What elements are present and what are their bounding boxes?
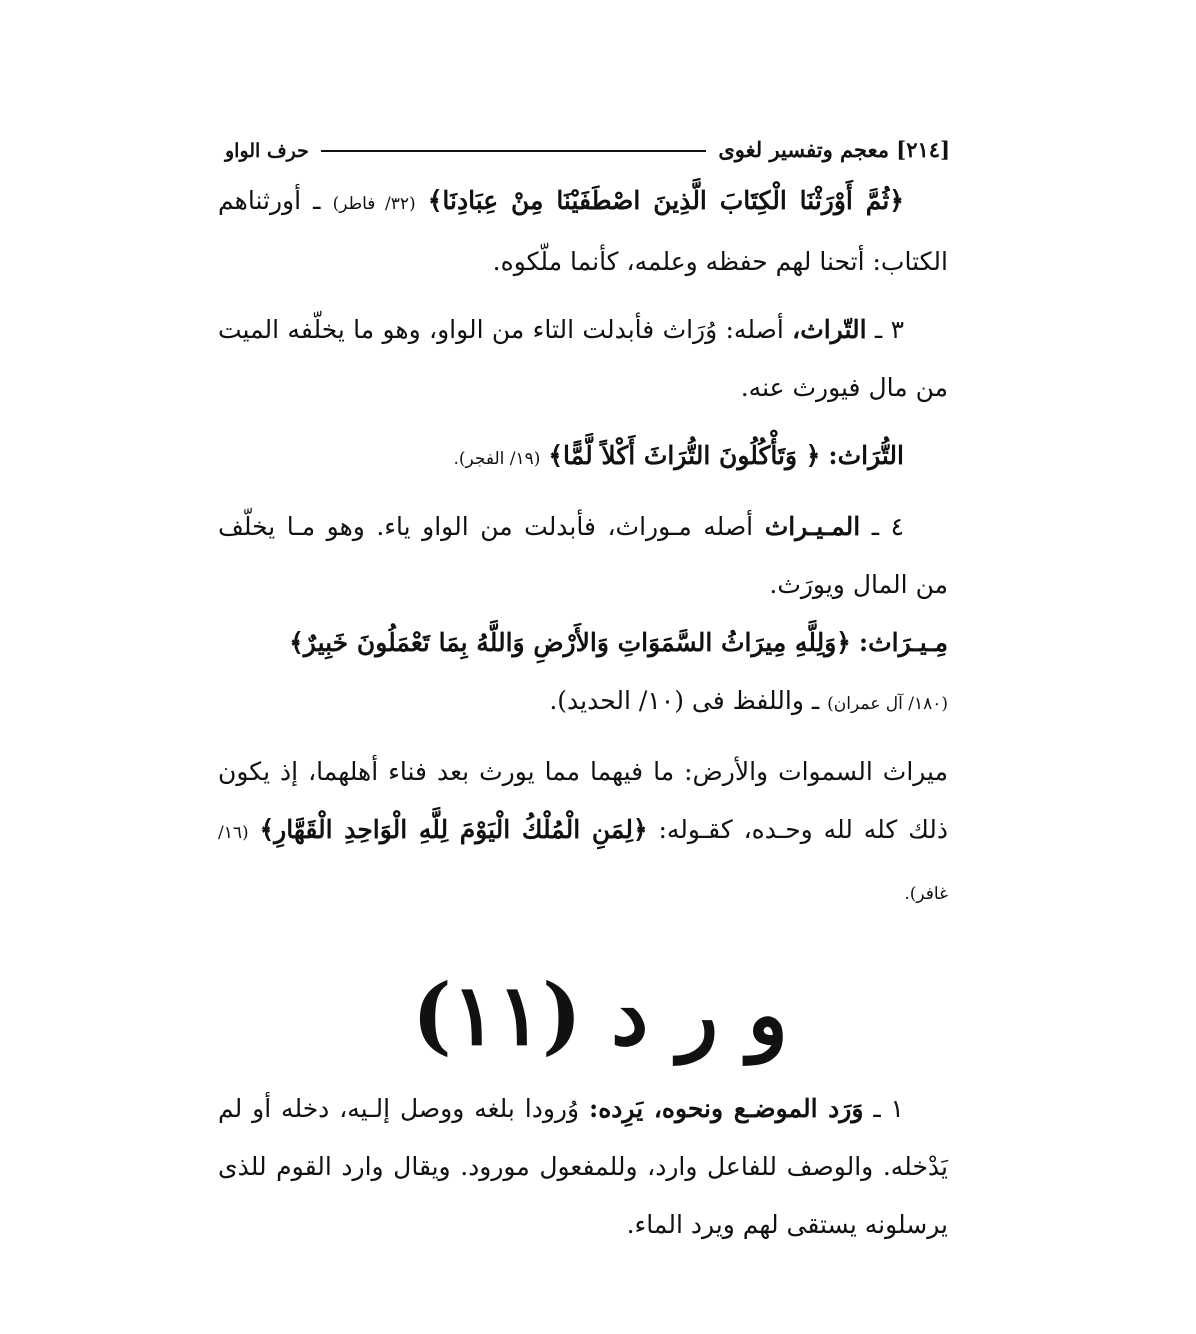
item-number: ٤ ـ <box>871 512 905 541</box>
paragraph-6 <box>218 743 948 923</box>
paragraph-text: ـ أورثناهم الكتاب: أتحنا لهم حفظه وعلمه، كأنما ملّكوه. <box>218 186 948 276</box>
item-number: ٣ ـ <box>874 315 904 344</box>
paragraph-3 <box>218 427 948 488</box>
paragraph-5 <box>218 614 948 733</box>
entry-text <box>218 1080 948 1254</box>
entry-paragraph-1 <box>218 1080 948 1254</box>
verse-reference: (١٩/ الفجر). <box>453 449 541 469</box>
paragraph-text: أصله: وُرَاث فأبدلت التاء من الواو، وهو ما يخلّفه الميت من مال فيورث عنه. <box>218 315 948 402</box>
verse-reference: (٣٢/ فاطر) <box>332 194 416 214</box>
paragraph-1 <box>218 172 948 291</box>
paragraph-text: ميراث السموات والأرض: ما فيهما مما يورث بعد فناء أهلهما، إذ يكون ذلك كله لله وحـده، كقـوله: <box>218 757 949 844</box>
header-rule <box>321 150 706 152</box>
page-header <box>225 122 950 162</box>
section-title: حرف الواو <box>225 140 309 162</box>
paragraph-2 <box>218 301 948 417</box>
page-number-title: [٢١٤] معجم وتفسير لغوى <box>718 137 950 162</box>
entry-heading: و ر د (١١) <box>412 965 788 1064</box>
item-term: المـيـراث <box>764 512 861 541</box>
verse-reference: (١٦/ غافر). <box>218 823 948 904</box>
quran-verse: ﴿لِمَنِ الْمُلْكُ الْيَوْمَ لِلَّهِ الْوَاحِدِ الْقَهَّارِ﴾ <box>259 815 648 844</box>
verse-reference: (١٨٠/ آل عمران) <box>827 694 948 714</box>
main-text <box>218 172 948 923</box>
item-term: التّراث، <box>792 315 867 344</box>
paragraph-text: ـ واللفظ فى (١٠/ الحديد). <box>549 686 820 715</box>
quran-verse: ﴿ وَتَأْكُلُونَ التُّرَاثَ أَكْلاً لَّمًّا﴾ <box>548 441 821 470</box>
paragraph-4 <box>218 498 948 614</box>
quran-verse: ﴿ثُمَّ أَوْرَثْنَا الْكِتَابَ الَّذِينَ اصْطَفَيْنَا مِنْ عِبَادِنَا﴾ <box>427 186 904 215</box>
item-number: ١ ـ <box>873 1094 904 1123</box>
item-term: مِـيـرَاث: <box>858 628 948 657</box>
item-term: التُّرَاث: <box>828 441 904 470</box>
paragraph-text: وُرودا بلغه ووصل إلـيه، دخله أو لم يَدْخله. والوصف للفاعل وارد، وللمفعول مورود. ويقال وارد القوم للذى يرسلونه يستقى لهم ويرد الماء. <box>218 1094 948 1239</box>
quran-verse: ﴿وَلِلَّهِ مِيرَاثُ السَّمَوَاتِ وَالأَرْضِ وَاللَّهُ بِمَا تَعْمَلُونَ خَبِيرٌ﴾ <box>289 628 851 657</box>
paragraph-text: أصله مـوراث، فأبدلت من الواو ياء. وهو مـا يخلّف من المال ويورَث. <box>218 512 948 599</box>
item-term: وَرَد الموضـع ونحوه، يَرِده: <box>588 1094 864 1123</box>
